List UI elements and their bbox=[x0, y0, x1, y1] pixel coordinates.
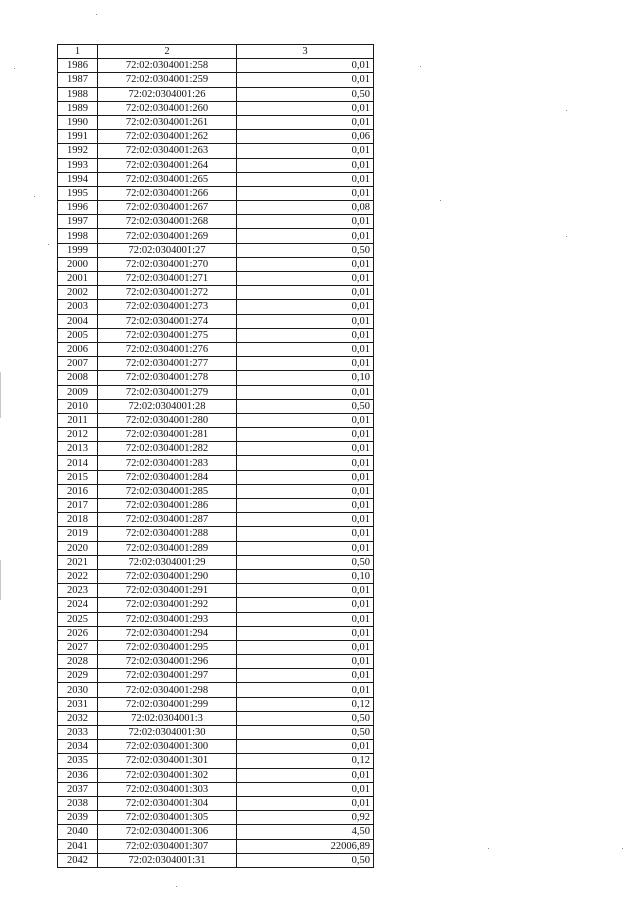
cadastral-number-cell: 72:02:0304001:277 bbox=[98, 357, 237, 371]
row-number-cell: 2014 bbox=[58, 456, 98, 470]
row-number-cell: 2015 bbox=[58, 470, 98, 484]
row-number-cell: 2030 bbox=[58, 683, 98, 697]
value-cell: 0,01 bbox=[237, 484, 374, 498]
cadastral-number-cell: 72:02:0304001:263 bbox=[98, 144, 237, 158]
table-row bbox=[58, 87, 374, 101]
row-number-cell: 1993 bbox=[58, 158, 98, 172]
row-number-cell: 2007 bbox=[58, 357, 98, 371]
table-row bbox=[58, 484, 374, 498]
table-row bbox=[58, 740, 374, 754]
cadastral-number-cell: 72:02:0304001:291 bbox=[98, 584, 237, 598]
cadastral-number-cell: 72:02:0304001:285 bbox=[98, 484, 237, 498]
scan-speck bbox=[34, 196, 35, 197]
value-cell: 0,01 bbox=[237, 640, 374, 654]
value-cell: 0,01 bbox=[237, 470, 374, 484]
row-number-cell: 1995 bbox=[58, 186, 98, 200]
value-cell: 0,01 bbox=[237, 158, 374, 172]
table-row bbox=[58, 655, 374, 669]
row-number-cell: 2034 bbox=[58, 740, 98, 754]
row-number-cell: 2029 bbox=[58, 669, 98, 683]
row-number-cell: 2037 bbox=[58, 782, 98, 796]
table-row bbox=[58, 286, 374, 300]
cadastral-number-cell: 72:02:0304001:274 bbox=[98, 314, 237, 328]
cadastral-number-cell: 72:02:0304001:298 bbox=[98, 683, 237, 697]
value-cell: 0,01 bbox=[237, 115, 374, 129]
cadastral-number-cell: 72:02:0304001:307 bbox=[98, 839, 237, 853]
table-row bbox=[58, 683, 374, 697]
value-cell: 4,50 bbox=[237, 825, 374, 839]
row-number-cell: 2028 bbox=[58, 655, 98, 669]
table-row bbox=[58, 272, 374, 286]
table-row bbox=[58, 527, 374, 541]
row-number-cell: 2036 bbox=[58, 768, 98, 782]
row-number-cell: 2023 bbox=[58, 584, 98, 598]
value-cell: 0,01 bbox=[237, 357, 374, 371]
value-cell: 0,01 bbox=[237, 342, 374, 356]
scan-speck bbox=[488, 848, 489, 849]
cadastral-number-cell: 72:02:0304001:26 bbox=[98, 87, 237, 101]
scan-speck bbox=[566, 110, 567, 111]
row-number-cell: 2001 bbox=[58, 272, 98, 286]
scan-speck bbox=[48, 244, 49, 245]
table-row bbox=[58, 399, 374, 413]
value-cell: 0,01 bbox=[237, 73, 374, 87]
cadastral-number-cell: 72:02:0304001:3 bbox=[98, 711, 237, 725]
row-number-cell: 1994 bbox=[58, 172, 98, 186]
table-row bbox=[58, 243, 374, 257]
value-cell: 0,12 bbox=[237, 754, 374, 768]
row-number-cell: 2035 bbox=[58, 754, 98, 768]
cadastral-number-cell: 72:02:0304001:259 bbox=[98, 73, 237, 87]
row-number-cell: 2021 bbox=[58, 555, 98, 569]
cadastral-number-cell: 72:02:0304001:282 bbox=[98, 442, 237, 456]
row-number-cell: 2006 bbox=[58, 342, 98, 356]
cadastral-number-cell: 72:02:0304001:300 bbox=[98, 740, 237, 754]
cadastral-number-cell: 72:02:0304001:288 bbox=[98, 527, 237, 541]
table-row bbox=[58, 186, 374, 200]
cadastral-number-cell: 72:02:0304001:299 bbox=[98, 697, 237, 711]
value-cell: 0,12 bbox=[237, 697, 374, 711]
value-cell: 0,01 bbox=[237, 584, 374, 598]
table-row bbox=[58, 229, 374, 243]
cadastral-number-cell: 72:02:0304001:258 bbox=[98, 59, 237, 73]
row-number-cell: 2010 bbox=[58, 399, 98, 413]
cadastral-number-cell: 72:02:0304001:303 bbox=[98, 782, 237, 796]
value-cell: 0,01 bbox=[237, 314, 374, 328]
table-row bbox=[58, 357, 374, 371]
table-row bbox=[58, 115, 374, 129]
cadastral-number-cell: 72:02:0304001:284 bbox=[98, 470, 237, 484]
table-row bbox=[58, 328, 374, 342]
scan-speck bbox=[622, 848, 623, 849]
table-row bbox=[58, 598, 374, 612]
table-row bbox=[58, 385, 374, 399]
value-cell: 0,92 bbox=[237, 811, 374, 825]
value-cell: 0,50 bbox=[237, 853, 374, 867]
table-row bbox=[58, 300, 374, 314]
cadastral-number-cell: 72:02:0304001:262 bbox=[98, 130, 237, 144]
table-row bbox=[58, 314, 374, 328]
table-row bbox=[58, 513, 374, 527]
table-row bbox=[58, 711, 374, 725]
value-cell: 0,01 bbox=[237, 257, 374, 271]
row-number-cell: 1999 bbox=[58, 243, 98, 257]
parcel-table bbox=[57, 44, 374, 868]
value-cell: 0,01 bbox=[237, 499, 374, 513]
header-column-2: 2 bbox=[98, 45, 237, 59]
cadastral-number-cell: 72:02:0304001:287 bbox=[98, 513, 237, 527]
header-row bbox=[58, 45, 374, 59]
row-number-cell: 2009 bbox=[58, 385, 98, 399]
value-cell: 0,01 bbox=[237, 513, 374, 527]
cadastral-number-cell: 72:02:0304001:269 bbox=[98, 229, 237, 243]
value-cell: 0,01 bbox=[237, 428, 374, 442]
value-cell: 0,01 bbox=[237, 442, 374, 456]
row-number-cell: 2017 bbox=[58, 499, 98, 513]
value-cell: 0,01 bbox=[237, 286, 374, 300]
cadastral-number-cell: 72:02:0304001:29 bbox=[98, 555, 237, 569]
row-number-cell: 2012 bbox=[58, 428, 98, 442]
table-row bbox=[58, 215, 374, 229]
table-row bbox=[58, 201, 374, 215]
table-row bbox=[58, 342, 374, 356]
value-cell: 0,01 bbox=[237, 655, 374, 669]
row-number-cell: 2011 bbox=[58, 413, 98, 427]
scan-speck bbox=[566, 236, 567, 237]
cadastral-number-cell: 72:02:0304001:28 bbox=[98, 399, 237, 413]
row-number-cell: 2027 bbox=[58, 640, 98, 654]
cadastral-number-cell: 72:02:0304001:280 bbox=[98, 413, 237, 427]
table-row bbox=[58, 839, 374, 853]
value-cell: 0,01 bbox=[237, 612, 374, 626]
value-cell: 0,01 bbox=[237, 300, 374, 314]
table-row bbox=[58, 541, 374, 555]
value-cell: 0,01 bbox=[237, 669, 374, 683]
table-row bbox=[58, 442, 374, 456]
row-number-cell: 2040 bbox=[58, 825, 98, 839]
cadastral-number-cell: 72:02:0304001:270 bbox=[98, 257, 237, 271]
row-number-cell: 2038 bbox=[58, 796, 98, 810]
cadastral-number-cell: 72:02:0304001:278 bbox=[98, 371, 237, 385]
row-number-cell: 1989 bbox=[58, 101, 98, 115]
value-cell: 0,01 bbox=[237, 796, 374, 810]
header-column-1: 1 bbox=[58, 45, 98, 59]
cadastral-number-cell: 72:02:0304001:289 bbox=[98, 541, 237, 555]
cadastral-number-cell: 72:02:0304001:266 bbox=[98, 186, 237, 200]
cadastral-number-cell: 72:02:0304001:27 bbox=[98, 243, 237, 257]
row-number-cell: 1992 bbox=[58, 144, 98, 158]
value-cell: 0,01 bbox=[237, 229, 374, 243]
table-row bbox=[58, 669, 374, 683]
cadastral-number-cell: 72:02:0304001:279 bbox=[98, 385, 237, 399]
table-row bbox=[58, 811, 374, 825]
table-row bbox=[58, 257, 374, 271]
table-body bbox=[58, 59, 374, 868]
cadastral-number-cell: 72:02:0304001:268 bbox=[98, 215, 237, 229]
row-number-cell: 1986 bbox=[58, 59, 98, 73]
row-number-cell: 1998 bbox=[58, 229, 98, 243]
table-row bbox=[58, 172, 374, 186]
cadastral-number-cell: 72:02:0304001:305 bbox=[98, 811, 237, 825]
row-number-cell: 2042 bbox=[58, 853, 98, 867]
cadastral-number-cell: 72:02:0304001:267 bbox=[98, 201, 237, 215]
row-number-cell: 2002 bbox=[58, 286, 98, 300]
table-row bbox=[58, 796, 374, 810]
cadastral-number-cell: 72:02:0304001:275 bbox=[98, 328, 237, 342]
row-number-cell: 2032 bbox=[58, 711, 98, 725]
table-row bbox=[58, 782, 374, 796]
value-cell: 0,01 bbox=[237, 740, 374, 754]
cadastral-number-cell: 72:02:0304001:295 bbox=[98, 640, 237, 654]
row-number-cell: 2039 bbox=[58, 811, 98, 825]
row-number-cell: 2033 bbox=[58, 726, 98, 740]
cadastral-number-cell: 72:02:0304001:293 bbox=[98, 612, 237, 626]
value-cell: 0,01 bbox=[237, 527, 374, 541]
row-number-cell: 2013 bbox=[58, 442, 98, 456]
row-number-cell: 1988 bbox=[58, 87, 98, 101]
scan-edge-mark bbox=[0, 560, 1, 600]
table-row bbox=[58, 768, 374, 782]
cadastral-number-cell: 72:02:0304001:283 bbox=[98, 456, 237, 470]
value-cell: 0,01 bbox=[237, 782, 374, 796]
table-row bbox=[58, 413, 374, 427]
value-cell: 0,10 bbox=[237, 371, 374, 385]
document-page bbox=[57, 44, 373, 868]
value-cell: 0,50 bbox=[237, 243, 374, 257]
cadastral-number-cell: 72:02:0304001:292 bbox=[98, 598, 237, 612]
value-cell: 0,01 bbox=[237, 186, 374, 200]
cadastral-number-cell: 72:02:0304001:301 bbox=[98, 754, 237, 768]
cadastral-number-cell: 72:02:0304001:272 bbox=[98, 286, 237, 300]
row-number-cell: 2022 bbox=[58, 569, 98, 583]
row-number-cell: 2024 bbox=[58, 598, 98, 612]
cadastral-number-cell: 72:02:0304001:290 bbox=[98, 569, 237, 583]
table-row bbox=[58, 853, 374, 867]
cadastral-number-cell: 72:02:0304001:281 bbox=[98, 428, 237, 442]
cadastral-number-cell: 72:02:0304001:296 bbox=[98, 655, 237, 669]
table-row bbox=[58, 726, 374, 740]
table-row bbox=[58, 569, 374, 583]
row-number-cell: 2025 bbox=[58, 612, 98, 626]
value-cell: 0,01 bbox=[237, 215, 374, 229]
table-row bbox=[58, 371, 374, 385]
value-cell: 0,01 bbox=[237, 172, 374, 186]
scan-speck bbox=[14, 68, 15, 69]
table-row bbox=[58, 101, 374, 115]
table-row bbox=[58, 697, 374, 711]
table-row bbox=[58, 640, 374, 654]
table-row bbox=[58, 584, 374, 598]
row-number-cell: 1996 bbox=[58, 201, 98, 215]
value-cell: 0,01 bbox=[237, 541, 374, 555]
table-row bbox=[58, 470, 374, 484]
value-cell: 0,01 bbox=[237, 101, 374, 115]
cadastral-number-cell: 72:02:0304001:265 bbox=[98, 172, 237, 186]
value-cell: 0,10 bbox=[237, 569, 374, 583]
cadastral-number-cell: 72:02:0304001:297 bbox=[98, 669, 237, 683]
value-cell: 0,01 bbox=[237, 272, 374, 286]
cadastral-number-cell: 72:02:0304001:302 bbox=[98, 768, 237, 782]
value-cell: 0,50 bbox=[237, 87, 374, 101]
value-cell: 0,01 bbox=[237, 59, 374, 73]
value-cell: 0,08 bbox=[237, 201, 374, 215]
table-row bbox=[58, 144, 374, 158]
row-number-cell: 2019 bbox=[58, 527, 98, 541]
value-cell: 0,01 bbox=[237, 328, 374, 342]
row-number-cell: 2003 bbox=[58, 300, 98, 314]
cadastral-number-cell: 72:02:0304001:260 bbox=[98, 101, 237, 115]
value-cell: 0,50 bbox=[237, 555, 374, 569]
scan-speck bbox=[440, 200, 441, 201]
table-row bbox=[58, 456, 374, 470]
row-number-cell: 1990 bbox=[58, 115, 98, 129]
value-cell: 0,01 bbox=[237, 456, 374, 470]
value-cell: 0,01 bbox=[237, 385, 374, 399]
cadastral-number-cell: 72:02:0304001:31 bbox=[98, 853, 237, 867]
row-number-cell: 2008 bbox=[58, 371, 98, 385]
value-cell: 0,01 bbox=[237, 768, 374, 782]
cadastral-number-cell: 72:02:0304001:264 bbox=[98, 158, 237, 172]
cadastral-number-cell: 72:02:0304001:286 bbox=[98, 499, 237, 513]
value-cell: 0,50 bbox=[237, 399, 374, 413]
value-cell: 0,01 bbox=[237, 144, 374, 158]
cadastral-number-cell: 72:02:0304001:271 bbox=[98, 272, 237, 286]
scan-edge-mark bbox=[0, 372, 1, 418]
row-number-cell: 1997 bbox=[58, 215, 98, 229]
table-row bbox=[58, 499, 374, 513]
row-number-cell: 2018 bbox=[58, 513, 98, 527]
scan-speck bbox=[420, 66, 421, 67]
table-row bbox=[58, 130, 374, 144]
table-row bbox=[58, 73, 374, 87]
row-number-cell: 2041 bbox=[58, 839, 98, 853]
table-row bbox=[58, 59, 374, 73]
table-row bbox=[58, 158, 374, 172]
cadastral-number-cell: 72:02:0304001:30 bbox=[98, 726, 237, 740]
scan-speck bbox=[96, 14, 97, 15]
header-column-3: 3 bbox=[237, 45, 374, 59]
cadastral-number-cell: 72:02:0304001:273 bbox=[98, 300, 237, 314]
scan-speck bbox=[176, 886, 177, 887]
value-cell: 0,06 bbox=[237, 130, 374, 144]
table-row bbox=[58, 555, 374, 569]
row-number-cell: 2000 bbox=[58, 257, 98, 271]
cadastral-number-cell: 72:02:0304001:294 bbox=[98, 626, 237, 640]
table-row bbox=[58, 825, 374, 839]
value-cell: 0,01 bbox=[237, 683, 374, 697]
table-row bbox=[58, 626, 374, 640]
row-number-cell: 2031 bbox=[58, 697, 98, 711]
row-number-cell: 2026 bbox=[58, 626, 98, 640]
row-number-cell: 2004 bbox=[58, 314, 98, 328]
value-cell: 0,50 bbox=[237, 711, 374, 725]
cadastral-number-cell: 72:02:0304001:276 bbox=[98, 342, 237, 356]
value-cell: 0,50 bbox=[237, 726, 374, 740]
row-number-cell: 1987 bbox=[58, 73, 98, 87]
value-cell: 0,01 bbox=[237, 626, 374, 640]
row-number-cell: 2016 bbox=[58, 484, 98, 498]
row-number-cell: 2005 bbox=[58, 328, 98, 342]
table-row bbox=[58, 428, 374, 442]
cadastral-number-cell: 72:02:0304001:261 bbox=[98, 115, 237, 129]
value-cell: 0,01 bbox=[237, 413, 374, 427]
cadastral-number-cell: 72:02:0304001:304 bbox=[98, 796, 237, 810]
row-number-cell: 1991 bbox=[58, 130, 98, 144]
table-row bbox=[58, 754, 374, 768]
cadastral-number-cell: 72:02:0304001:306 bbox=[98, 825, 237, 839]
table-row bbox=[58, 612, 374, 626]
value-cell: 0,01 bbox=[237, 598, 374, 612]
row-number-cell: 2020 bbox=[58, 541, 98, 555]
value-cell: 22006,89 bbox=[237, 839, 374, 853]
